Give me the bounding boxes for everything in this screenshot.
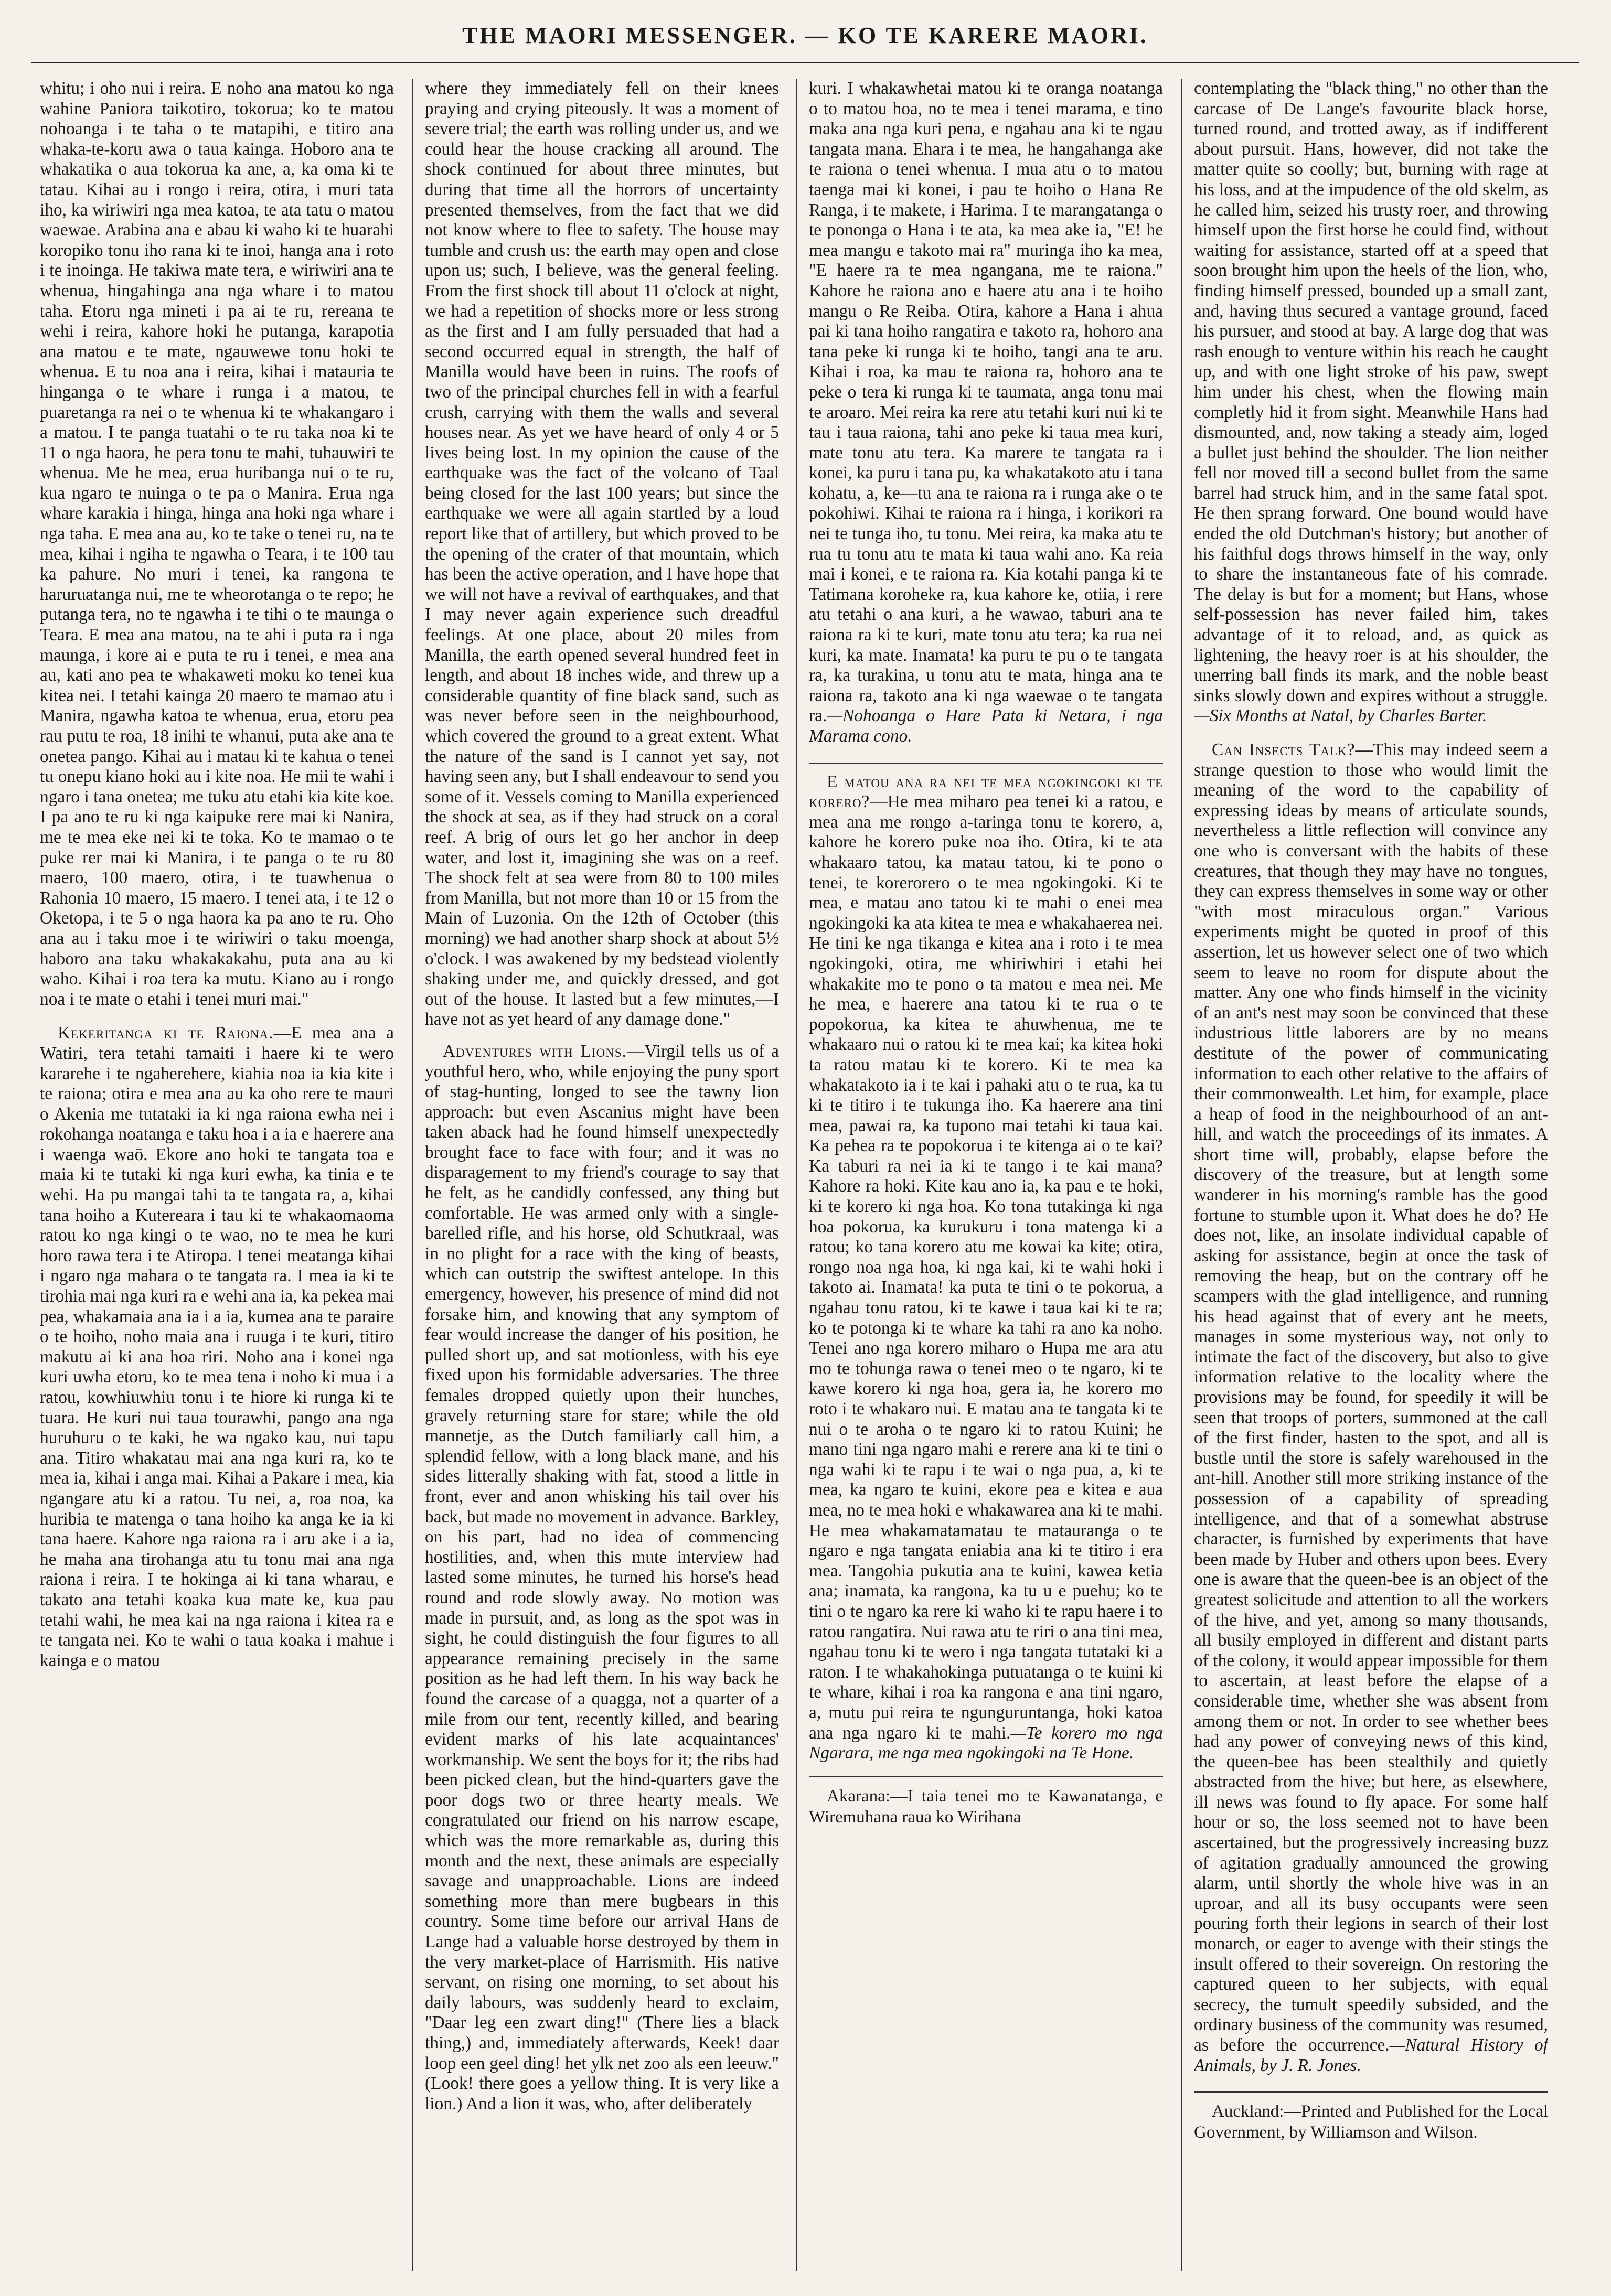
column-2 [425, 79, 779, 2276]
col4-article-2-body: —This may indeed seem a strange question to those who would limit the meaning of the word to the capability of expressing ideas by means of articulate sounds, nevertheless a little reflection will convince any one who is conversant with the habits of these creatures, that though they may have no tongues, they can express themselves in some way or other "with most miraculous organ." Various experiments might be quoted in proof of this assertion, let us however select one of two which seem to leave no room for dispute about the matter. Any one who finds himself in the vicinity of an ant's nest may soon be convinced that these industrious little laborers are by no means destitute of the power of communicating information to each other relative to the affairs of their commonwealth. Let him, for example, place a heap of food in the neighbourhood of an ant-hill, and watch the proceedings of its inmates. A short time will, probably, elapse before the discovery of the treasure, but at length some wanderer in his morning's ramble has the good fortune to stumble upon it. What does he do? He does not, like, an insolate individual capable of asking for assistance, begin at once the task of removing the heap, but on the contrary off he scampers with the glad intelligence, and running his head against that of every ant he meets, manages in some mysterious way, not only to intimate the fact of the discovery, but also to give information relative to the locality where the provisions may be found, for speedily it will be seen that troops of porters, summoned at the call of the first finder, hasten to the spot, and all is bustle until the store is safely warehoused in the ant-hill. Another still more striking instance of the possession of a capability of spreading intelligence, and that of a somewhat abstruse character, is furnished by experiments that have been made by Huber and others upon bees. Every one is aware that the queen-bee is an object of the greatest solicitude and attention to all the workers of the hive, and yet, among so many thousands, all busily employed in different and distant parts of the colony, it would appear impossible for them to ascertain, at least before the elapse of a considerable time, whether she was absent from among them or not. In order to see whether bees had any power of conveying news of this kind, the queen-bee has been stealthily and quietly abstracted from the hive; but here, as elsewhere, ill news was found to fly apace. For some half hour or so, the loss seemed not to have been ascertained, but the progressively increasing buzz of agitation gradually announced the growing alarm, until shortly the whole hive was in an uproar, and all its busy occupants were seen pouring forth their legions in search of their lost monarch, or eager to avenge with their stings the insult offered to their sovereign. On restoring the captured queen to her subjects, with equal secrecy, the tumult speedily subsided, and the ordinary business of the community was resumed, as before the occurrence. [1194, 740, 1548, 2055]
col4-article-2-heading: Can Insects Talk? [1212, 740, 1356, 759]
col2-paragraph-1: where they immediately fell on their knees praying and crying piteously. It was a moment of severe trial; the earth was rolling under us, and we could hear the house cracking all around. The shock continued for about three minutes, but during that time all the horrors of uncertainty presented themselves, from the fact that we did not know where to flee to safety. The house may tumble and crush us: the earth may open and close upon us; such, I believe, was the general feeling. From the first shock till about 11 o'clock at night, we had a repetition of shocks more or less strong as the first and I am fully persuaded that had a second occurred equal in strength, the half of Manilla would have been in ruins. The roofs of two of the principal churches fell in with a fearful crush, carrying with them the walls and several houses near. As yet we have heard of only 4 or 5 lives being lost. In my opinion the cause of the earthquake was the fact of the volcano of Taal being closed for the last 100 years; but since the earthquake we were all again startled by a loud report like that of artillery, but which proved to be the opening of the crater of that mountain, which has been the active operation, and I have hope that we will not have a revival of earthquakes, and that I may never again experience such dreadful feelings. At one place, about 20 miles from Manilla, the earth opened several hundred feet in length, and about 18 inches wide, and threw up a considerable quantity of fine black sand, such as was never before seen in the neighbourhood, which covered the ground to a great extent. What the nature of the sand is I cannot yet say, not having seen any, but I shall endeavour to send you some of it. Vessels coming to Manilla experienced the shock at sea, as if they had struck on a coral reef. A brig of ours let go her anchor in deep water, and lost it, imagining she was on a reef. The shock felt at sea were from 80 to 100 miles from Manilla, but not more than 10 or 15 from the Main of Luzonia. On the 12th of October (this morning) we had another sharp shock at about 5½ o'clock. I was awakened by my bedstead violently shaking under me, and quickly dressed, and got out of the house. It lasted but a few minutes,—I have not as yet heard of any damage done." [425, 79, 779, 1029]
col1-article-2 [40, 1023, 394, 1671]
col4-article-2-citation: —Natural History of Animals, by J. R. Jones. [1194, 2035, 1548, 2075]
col2-article-2-body: —Virgil tells us of a youthful hero, who, while enjoying the puny sport of stag-hunting, longed to see the tawny lion approach: but even Ascanius might have been taken aback had he found himself unexpectedly brought face to face with four; and it was no disparagement to my friend's courage to say that he felt, as he candidly confessed, any thing but comfortable. He was armed only with a single-barelled rifle, and his horse, old Schutkraal, was in no plight for a race with the king of beasts, which can outstrip the swiftest antelope. In this emergency, however, his presence of mind did not forsake him, and knowing that any symptom of fear would increase the danger of his position, he pulled short up, and sat motionless, with his eye fixed upon his formidable adversaries. The three females dropped quietly upon their hunches, gravely returning stare for stare; while the old mannetje, as the Dutch familiarly call him, a splendid fellow, with a long black mane, and his sides litterally shaking with fat, stood a little in front, ever and anon whisking his tail over his back, but made no movement in advance. Barkley, on his part, had no idea of commencing hostilities, and, when this mute interview had lasted some minutes, he turned his horse's head round and rode slowly away. No motion was made in pursuit, and, as long as the spot was in sight, he could distinguish the four figures to all appearance remaining precisely in the same position as he had left them. In his way back he found the carcase of a quagga, not a quarter of a mile from our tent, recently killed, and bearing evident marks of his late acquaintances' workmanship. We sent the boys for it; the ribs had been picked clean, but the hind-quarters gave the poor dogs two or three hearty meals. We congratulated our friend on his narrow escape, which was the more remarkable as, during this month and the next, these animals are especially savage and unapproachable. Lions are indeed something more than mere bugbears in this country. Some time before our arrival Hans de Lange had a valuable horse destroyed by them in the very market-place of Harrismith. His native servant, on rising one morning, to set about his daily labours, was suddenly heard to exclaim, "Daar leg een zwart ding!" (There lies a black thing,) and, immediately afterwards, Keek! daar loop een geel ding! het ylk net zoo als een leeuw." (Look! there goes a yellow thing. It is very like a lion.) And a lion it was, who, after deliberately [425, 1041, 779, 2113]
col4-paragraph-1 [1194, 79, 1548, 726]
column-4 [1194, 79, 1548, 2276]
col4-paragraph-1-body: contemplating the "black thing," no other than the carcase of De Lange's favourite black horse, turned round, and trotted away, as if indifferent about pursuit. Hans, however, did not take the matter quite so coolly; but, burning with rage at his loss, and at the impudence of the old skelm, as he called him, seized his trusty roer, and throwing himself upon the first horse he could find, without waiting for assistance, started off at a speed that soon brought him upon the heels of the lion, who, finding himself pressed, bounded up a small zant, and, having thus secured a vantage ground, faced his pursuer, and stood at bay. A large dog that was rash enough to venture within his reach he caught up, and with one light stroke of his paw, swept him under his chest, when the flowing main completly hid it from sight. Meanwhile Hans had dismounted, and, now taking a steady aim, loged a bullet just behind the shoulder. The lion neither fell nor moved till a second bullet from the same barrel had struck him, and in the same fatal spot. He then sprang forward. One bound would have ended the old Dutchman's history; but another of his faithful dogs throws himself in the way, only to share the instantaneous fate of his comrade. The delay is but for a moment; but Hans, whose self-possession has never failed him, takes advantage of it to reload, and, as quick as lightening, the heavy roer is at his shoulder, the unerring ball finds its mark, and the noble beast sinks slowly down and expires without a struggle. [1194, 79, 1548, 705]
col3-article-2-body: —He mea miharo pea tenei ki a ratou, e mea ana me rongo a-taringa tonu te korero, a, kahore he korero puke noa iho. Otira, ki te ata whakaaro tatou, ka matau tatou, ki te pono o tenei, te korerorero o te mea ngokingoki. Ki te mea, e matau ano tatou ki te mahi o enei mea ngokingoki ka ata kitea te mea e whakahaerea nei. He tini ke nga tikanga e kitea ana i roto i te mea ngokingoki, otira, me whiriwhiri i etahi hei whakakite mo te pono o ta matou e mea nei. Me he mea, e haerere ana tatou ki te rua o te popokorua, ka kitea te ahuwhenua, me te whakaaro nui o ratou ki te mea kai; ka kitea hoki ta ratou matau ki te korero. Ki te mea ka whakatakoto ia i te kai i pahaki atu o te rua, ka tu ki te titiro i te tukunga iho. Ka haerere ana tini mea, pawai ra, ka tupono mai tetahi ki taua kai. Ka pehea ra te popokorua i te kitenga ai o te kai? Ka taburi ra nei ia ki te tango i te kai mana? Kahore ra hoki. Kite kau ano ia, ka pau e te hoki, ki te korero ki nga hoa. Ko tona tutakinga ki nga hoa pokorua, ka kurukuru i tona matenga ki a ratou; ko tana korero atu me kowai ka kite; otira, rongo noa nga hoa, ki nga kai, ki te wahi hoki i takoto ai. Inamata! ka puta te tini o te pokorua, a ngahau tonu ratou, ki te kawe i taua kai ki te ra; ko te potonga ki te whare ka tahi ra ano ka noho. Tenei ano nga korero miharo o Hupa me ara atu mo te tohunga rawa o tenei meo o te ngaro, ki te kawe korero ki nga hoa, gera ia, he korero mo roto i te whakaro nui. E matau ana te tangata ki te nui o te aroha o te ngaro ki to ratou Kuini; he mano tini nga ngaro mahi e rerere ana ki te tini o nga wahi ki te rapu i te wai o nga pua, a, ki te mea, ka ngaro te kuini, ekore pea e kitea e aua mea, no te mea hoki e whakawarea ana ki te mahi. He mea whakamatamatau te matauranga o te ngaro e nga tangata eniabia ana ki te titiro i era mea. Tangohia pukutia ana te kuini, kawea ketia ana; inamata, ka rangona, ka tu u e puehu; ko te tini o te ngaro ka rere ki waho ki te rapu haere i to ratou rangatira. Nui rawa atu te riri o ana tini mea, ngahau tonu ki te wero i nga tangata tutataki ki a raton. I te whakahokinga putuatanga o te kuini ki te whare, kihai i roa ka rangona e ana tini ngaro, a, mutu pui reira te ngunguruntanga, hoki katoa ana nga ngaro ki te mahi. [809, 792, 1163, 1743]
col3-article-2 [809, 772, 1163, 1764]
column-divider-1 [412, 79, 413, 2271]
column-divider-3 [1181, 79, 1182, 2271]
col3-paragraph-1-citation: —Nohoanga o Hare Pata ki Netara, i nga Marama cono. [809, 706, 1163, 746]
masthead: THE MAORI MESSENGER. — KO TE KARERE MAORI. [462, 23, 1148, 48]
col1-article-2-body: —E mea ana a Watiri, tera tetahi tamaiti i haere ki te wero kararehe i te ngaherehere, kiahia noa ia kia kite i te raiona; otira e mea ana au ka oho rere te mauri o Akenia me tutataki ia ki nga raiona ewha nei i rokohanga noatanga e taku hoa i a ia e haerere ana i waenga waō. Ekore ano hoki te tangata toa e maia ki te tutaki ki nga kuri ewha, ka tinia e te wehi. Ha pu mangai tahi ta te tangata ra, a, kihai tana hoiho a Kutereara i tau ki te whakaomaoma ratou ko nga kingi o te wao, no te mea he kuri horo rawa tera i te Atiropa. I tenei meatanga kihai i ngaro nga mahara o te tangata ra. I mea ia ki te tirohia mai nga kuri ra e wehi ana ia, ka pekea mai pea, whakamaia ana ia i a ia, kumea ana te paraire o te hoiho, noho maia ana i ruuga i te kuri, titiro makutu ai ki ana hoa riri. Noho ana i konei nga kuri uwha etoru, ko te mea tena i noho ki mua i a ratou, kowhiuwhiu tonu i te hiore ki runga ki te tuara. He kuri nui taua tourawhi, pango ana nga huruhuru o te kaki, he wa ngako kau, nui tapu ana. Titiro whakatau mai ana nga kuri ra, ko te mea ia, kihai i anga mai. Kihai a Pakare i mea, kia ngangare atu ki a ratou. Tu nei, a, roa noa, ka huribia te matenga o tana hoiho ka anga ke ia ki tana haere. Kahore nga raiona ra i aru ake i a ia, he maha ana tirohanga atu tu tonu mai ana nga raiona i reira. I te hokinga ai ki tana wharau, e takato ana tetahi koaka kua mate ke, kua pau tetahi wahi, he mea kai na nga raiona i kitea ra e te tangata nei. Ko te wahi o taua koaka i mahue i kainga e o matou [40, 1023, 394, 1670]
col4-imprint: Auckland:—Printed and Published for the Local Government, by Williamson and Wilson. [1194, 2102, 1548, 2142]
column-divider-2 [796, 79, 797, 2271]
col3-separator-1 [809, 763, 1163, 764]
col2-article-2 [425, 1042, 779, 2114]
col1-article-2-heading: Kekeritanga ki te Raiona. [58, 1023, 274, 1043]
col3-separator-2 [809, 1776, 1163, 1777]
col4-article-2 [1194, 740, 1548, 2076]
col3-article-2-citation: —Te korero mo nga Ngarara, me nga mea ngokingoki na Te Hone. [809, 1723, 1163, 1763]
col2-article-2-heading: Adventures with Lions. [443, 1041, 627, 1061]
col3-paragraph-1 [809, 79, 1163, 747]
col3-government-notice: Akarana:—I taia tenei mo te Kawanatanga, e Wiremuhana raua ko Wirihana [809, 1786, 1163, 1827]
col3-article-2-heading: E matou ana ra nei te mea ngokingoki ki te korero? [809, 771, 1163, 812]
col4-separator [1194, 2091, 1548, 2093]
masthead-rule [31, 62, 1579, 63]
col1-paragraph-1: whitu; i oho nui i reira. E noho ana matou ko nga wahine Paniora taikotiro, tokorua; ko te matou nohoanga i te taha o te matapihi, e titiro ana whaka-te-koru awa o taua kainga. Hoboro ana te whakatika o aua tokorua ka ane, a, ka oma ki te tatau. Kihai au i rongo i reira, otira, i muri tata iho, ka wiriwiri nga mea katoa, te ata tatu o matou waewae. Arabina ana e abau ki waho ki te huarahi koropiko tonu iho rana ki te inoi, hanga ana i roto i te inoinga. He takiwa mate tera, e wiriwiri ana te whenua, hingahinga ana nga whare i to matou taha. Etoru nga mineti i pa ai te ru, rereana te wehi i reira, kahore hoki he putanga, karapotia ana matou e te mate, ngauwewe tonu hoki te whenua. E tu noa ana i reira, kihai i matauria te hinganga o te whare i runga i a matou, te puaretanga ra nei o te whenua ki te whakangaro i a matou. I te panga tuatahi o te ru taka noa ki te 11 o nga haora, he pera tonu te mahi, tuhauwiri te whenua. Me he mea, erua huribanga nui o te ru, kua ngaro te nuinga o te pa o Manira. Erua nga whare karakia i hinga, hinga ana hoki nga whare i nga taha. E mea ana au, ko te take o tenei ru, na te mea, kihai i ngiha te ngawha o Teara, i te 100 tau ka pahure. No muri i tenei, ka rangona te haruruatanga nui, me te wheorotanga o te repo; he putanga tera, no te ngawha i te tihi o te maunga o Teara. E mea ana matou, na te ahi i puta ra i nga maunga, i kore ai e puta te ru i tenei, e mea ana au, kati ano pea te whakaweti moku ko tenei kua kitea nei. I tetahi kainga 20 maero te mamao atu i Manira, ngawha katoa te whenua, erua, etoru pea rau putu te roa, 18 inihi te whanui, puta ake ana te onetea pango. Kihai au i matau ki te kahua o tenei tu onepu kiano hoki au i kite noa. He mii te wahi i ngaro i tana onetea; me tuku atu etahi kia kite koe. I pa ano te ru ki nga kaipuke rere mai ki Nanira, me te mea eke nei ki te toka. Ko te mamao o te puke rer mai ki Manira, i te panga o te ru 80 maero, 100 maero, otira, i te tuawhenua o Rahonia 10 maero, 15 maero. I tenei ata, i te 12 o Oketopa, i te 5 o nga haora ka pa ano te ru. Oho ana au i taku moe i te wiriwiri o taku moenga, haboro ana taku whakakakahu, puta ana au ki waho. Kihai i roa tera ka mutu. Kiano au i rongo noa i te mate o etahi i tenei muri mai." [40, 79, 394, 1009]
column-1 [40, 79, 394, 2276]
col4-paragraph-1-citation: —Six Months at Natal, by Charles Barter. [1194, 706, 1487, 726]
col3-paragraph-1-body: kuri. I whakawhetai matou ki te oranga noatanga o to matou hoa, no te mea i tenei marama, e tino maka ana nga kuri pena, e ngahau ana ki te ngau tangata mana. Ehara i te mea, he hangahanga ake te raiona o tenei whenua. I mua atu o to matou taenga mai ki konei, i pau te hoiho o Hana Re Ranga, i te makete, i Harima. I te marangatanga o te pononga o Hana i te ata, ka mea ake ia, "E! he mea mangu e takoto mai ra" muringa iho ka mea, "E haere ra te mea ngangana, me te raiona." Kahore he raiona ano e haere atu ana i te hoiho mangu o Re Reiba. Otira, kahore a Hana i ahua pai ki tana hoiho rangatira e takoto ra, hohoro ana tana peke ki runga ki te hoiho, tangi ana te aru. Kihai i roa, ka mau te raiona ra, hohoro ana te peke o tera ki runga ki te taumata, anga tonu mai te aroaro. Mei reira ka rere atu tetahi kuri nui ki te tau i taua raiona, tahi ano peke ki taua mea kuri, mate tonu atu tera. Ka marere te tangata ra i konei, ka puru i tana pu, ka whakatakoto atu i tana kohatu, a, ke—tu ana te raiona ra i runga ake o te pokohiwi. Kihai te raiona ra i hinga, i korikori ra nei te tunga iho, tu tonu. Mei reira, ka maka atu te rua tu tonu atu te mata ki taua wahi ano. Ka reia mai i konei, e te raiona ra. Kia kotahi panga ki te Tatimana koroheke ra, kua kahore ke, otiia, i rere atu tetahi o ana kuri, a he wawao, taburi ana te raiona ra ki te kuri, mate tonu atu tera; ka rua nei kuri, ka mate. Inamata! ka puru te pu o te tangata ra, ka turakina, u tonu atu te mata, hinga ana te raiona ra, takoto ana ki nga waewae o te tangata ra. [809, 79, 1163, 726]
column-3 [809, 79, 1163, 2276]
